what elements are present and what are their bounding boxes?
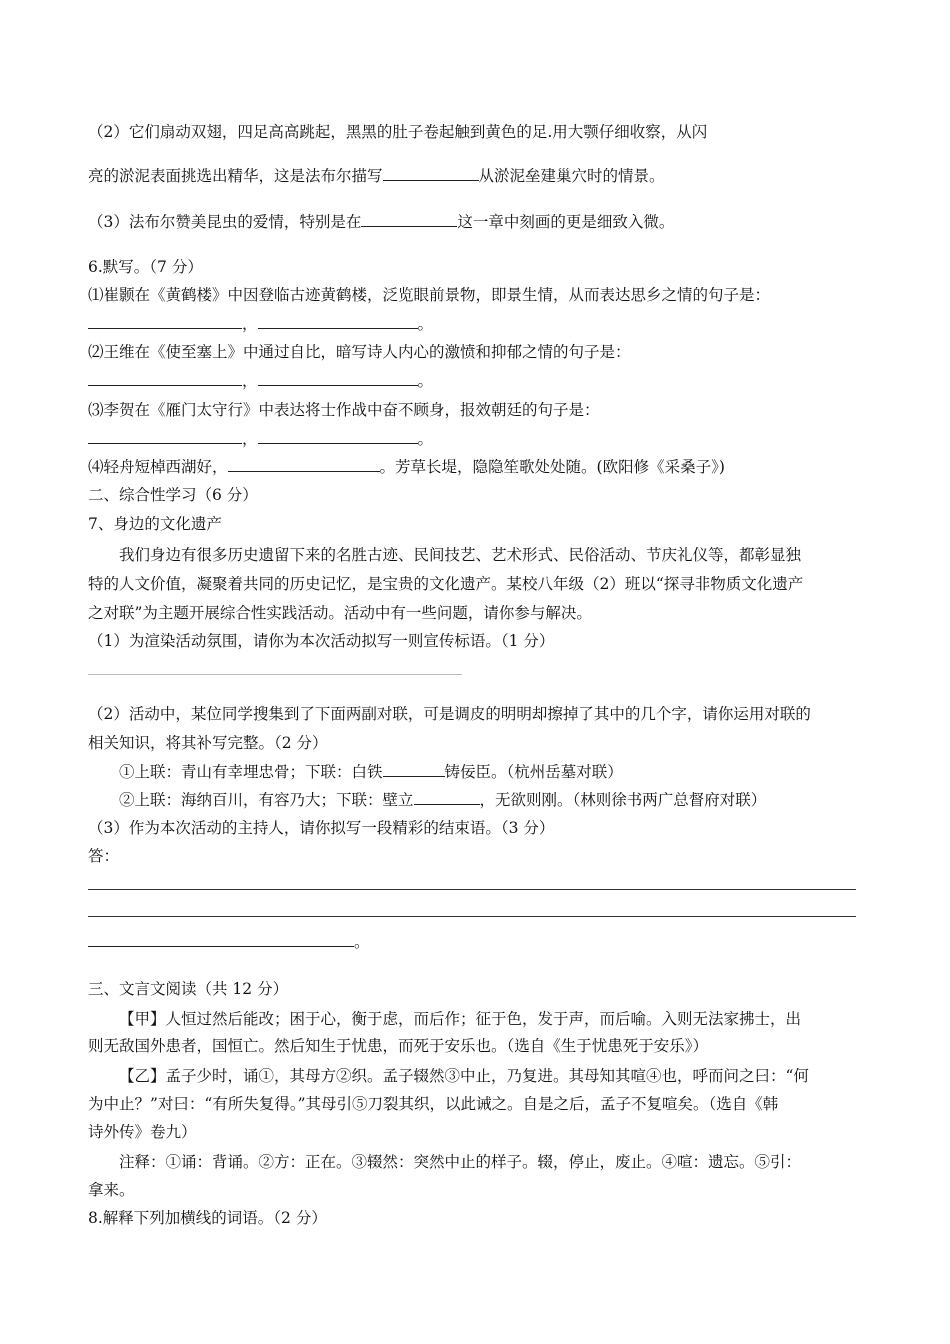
text-yi-line2: 为中止？”对曰：“有所失复得。”其母引⑤刀裂其织，以此诫之。自是之后，孟子不复喧矣。（选自《韩 <box>88 1095 779 1113</box>
q6-item4 <box>88 456 725 477</box>
couplet-1 <box>119 761 623 782</box>
answer-blank[interactable] <box>258 313 418 329</box>
notes-line1: 注释：①诵：背诵。②方：正在。③辍然：突然中止的样子。辍，停止，废止。④喧：遗忘。⑤引： <box>119 1153 802 1171</box>
q6-item2-blanks <box>88 370 433 391</box>
q5-part2-text-before: 亮的淤泥表面挑选出精华，这是法布尔描写 <box>88 167 383 185</box>
q5-part3-text-after: 这一章中刻画的更是细致入微。 <box>457 213 675 231</box>
notes-line2: 拿来。 <box>88 1181 135 1199</box>
answer-blank[interactable] <box>258 370 418 386</box>
answer-blank[interactable] <box>383 761 445 777</box>
comma: ， <box>242 430 258 448</box>
comma: ， <box>242 372 258 390</box>
text-yi-line1: 【乙】孟子少时，诵①，其母方②织。孟子辍然③中止，乃复进。其母知其喧④也，呼而问之曰：“何 <box>119 1067 809 1085</box>
q6-item4-text-after: 。芳草长堤，隐隐笙歌处处随。(欧阳修《采桑子》) <box>379 458 725 476</box>
answer-blank[interactable] <box>383 165 479 181</box>
answer-blank[interactable] <box>258 428 418 444</box>
q7-paragraph-line1: 我们身边有很多历史遗留下来的名胜古迹、民间技艺、艺术形式、民俗活动、节庆礼仪等，都彰显独 <box>119 546 802 564</box>
q6-item4-text-before: ⑷轻舟短棹西湖好， <box>88 458 228 476</box>
couplet-2-text-before: ②上联：海纳百川，有容乃大；下联：壁立 <box>119 791 414 809</box>
answer-line[interactable] <box>88 916 856 917</box>
q7-paragraph-line2: 特的人文价值，凝聚着共同的历史记忆，是宝贵的文化遗产。某校八年级（2）班以“探寻非物质文化遗产 <box>88 575 804 593</box>
period: 。 <box>417 430 434 448</box>
q5-part2-line2 <box>88 165 665 186</box>
q6-item1-blanks <box>88 313 433 334</box>
comma: ， <box>242 315 258 333</box>
q6-item3-blanks <box>88 428 433 449</box>
answer-label: 答： <box>88 847 120 865</box>
period: 。 <box>417 315 434 333</box>
section3-title: 三、文言文阅读（共 12 分） <box>88 980 289 998</box>
section2-title: 二、综合性学习（6 分） <box>88 486 258 504</box>
q5-part2-text-after: 从淤泥垒建巢穴时的情景。 <box>478 167 665 185</box>
q6-item2: ⑵王维在《使至塞上》中通过自比，暗写诗人内心的激愤和抑郁之情的句子是： <box>88 343 631 361</box>
period: 。 <box>354 933 370 951</box>
answer-blank[interactable] <box>88 428 242 444</box>
answer-blank[interactable] <box>361 211 457 227</box>
q5-part3-line <box>88 211 674 232</box>
answer-blank[interactable] <box>414 789 480 805</box>
answer-line[interactable] <box>88 674 462 675</box>
text-jia-line1: 【甲】人恒过然后能改；困于心，衡于虑，而后作；征于色，发于声，而后喻。入则无法家拂士，出 <box>119 1010 802 1028</box>
q5-part3-text-before: （3）法布尔赞美昆虫的爱情，特别是在 <box>88 213 362 231</box>
couplet-2 <box>119 789 766 810</box>
q7-title: 7、身边的文化遗产 <box>88 515 222 533</box>
q6-item1: ⑴崔颢在《黄鹤楼》中因登临古迹黄鹤楼，泛览眼前景物，即景生情，从而表达思乡之情的句子是： <box>88 286 771 304</box>
answer-line[interactable] <box>88 889 856 890</box>
couplet-1-text-before: ①上联：青山有幸埋忠骨；下联：白铁 <box>119 763 383 781</box>
answer-blank[interactable] <box>88 931 354 947</box>
answer-last-line <box>88 931 370 952</box>
text-yi-line3: 诗外传》卷九） <box>88 1123 197 1141</box>
answer-blank[interactable] <box>88 313 242 329</box>
text-jia-line2: 则无敌国外患者，国恒亡。然后知生于忧患，而死于安乐也。（选自《生于忧患死于安乐》） <box>88 1037 709 1055</box>
period: 。 <box>417 372 434 390</box>
couplet-1-text-after: 铸佞臣。（杭州岳墓对联） <box>444 763 623 781</box>
q7-sub3: （3）作为本次活动的主持人，请你拟写一段精彩的结束语。（3 分） <box>88 819 555 837</box>
q7-sub1: （1）为渲染活动氛围，请你为本次活动拟写一则宣传标语。（1 分） <box>88 632 555 650</box>
q6-title: 6.默写。（7 分） <box>88 258 203 276</box>
answer-blank[interactable] <box>228 456 380 472</box>
q7-sub2-line1: （2）活动中，某位同学搜集到了下面两副对联，可是调皮的明明却擦掉了其中的几个字，请你运用对联的 <box>88 705 811 723</box>
q5-part2-line1: （2）它们扇动双翅，四足高高跳起，黑黑的肚子卷起触到黄色的足.用大颚仔细收察，从闪 <box>88 123 708 141</box>
q7-sub2-line2: 相关知识，将其补写完整。（2 分） <box>88 734 328 752</box>
q7-paragraph-line3: 之对联”为主题开展综合性实践活动。活动中有一些问题，请你参与解决。 <box>88 604 592 622</box>
q6-item3: ⑶李贺在《雁门太守行》中表达将士作战中奋不顾身，报效朝廷的句子是： <box>88 401 600 419</box>
answer-blank[interactable] <box>88 370 242 386</box>
couplet-2-text-after: ，无欲则刚。（林则徐书两广总督府对联） <box>479 791 767 809</box>
q8-title: 8.解释下列加横线的词语。（2 分） <box>88 1209 327 1227</box>
